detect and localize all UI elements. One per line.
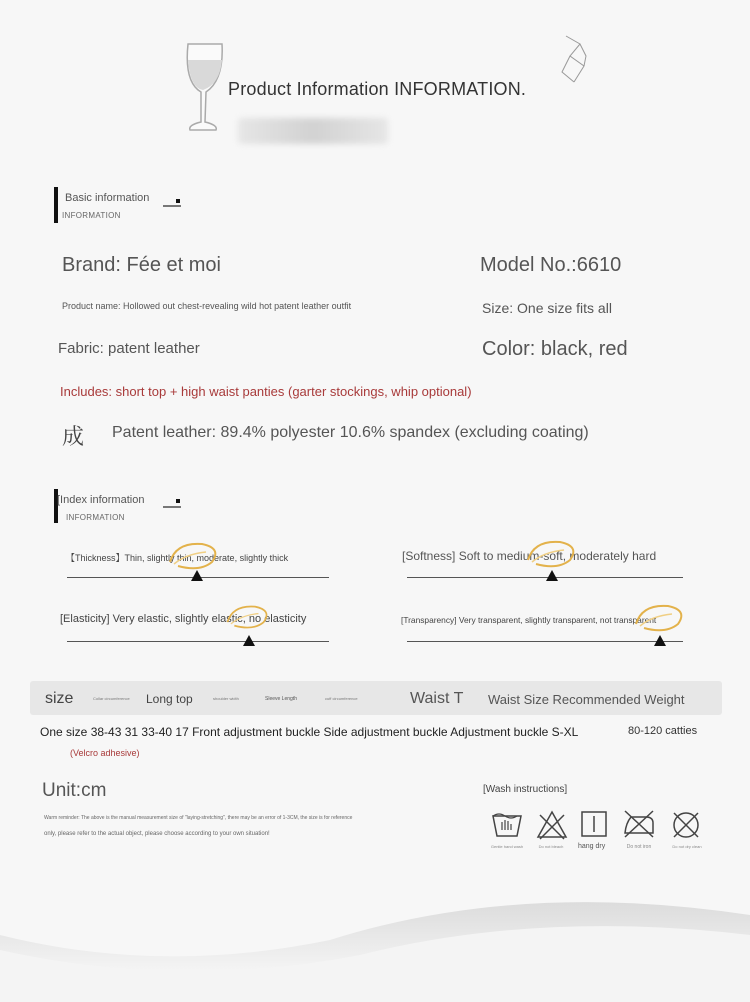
size-table-row: One size 38-43 31 33-40 17 Front adjustment buckle Side adjustment buckle Adjustment buckle S-XL — [40, 725, 579, 739]
wash-label: hang dry — [578, 843, 606, 850]
wine-glass-icon — [178, 40, 230, 134]
transparency-scale — [407, 641, 683, 642]
wash-title: [Wash instructions] — [483, 784, 568, 795]
long-top-col-header: Long top — [146, 692, 193, 706]
fabric: Fabric: patent leather — [58, 340, 200, 357]
thickness-label: 【Thickness】Thin, slightly thin, moderate, slightly thick — [66, 553, 289, 563]
thickness-marker — [191, 570, 203, 581]
reminder-line-1: Warm reminder: The above is the manual measurement size of "laying-stretching", there may be an error of 1-3CM, the size is for reference — [44, 815, 353, 821]
softness-marker — [546, 570, 558, 581]
unit-label: Unit:cm — [42, 780, 107, 801]
recommended-weight: 80-120 catties — [628, 725, 698, 737]
section-dot — [176, 499, 180, 503]
swirl-decoration — [224, 598, 274, 636]
swirl-decoration — [524, 534, 582, 574]
cuff-col-header: cuff circumference — [325, 696, 358, 701]
model-number: Model No.:6610 — [480, 254, 622, 276]
section-dot — [176, 199, 180, 203]
reminder-line-2: only, please refer to the actual object, please choose according to your own situation! — [44, 831, 270, 837]
hand-wash-icon — [490, 808, 524, 840]
section-marker — [54, 187, 58, 223]
wash-label: Do not iron — [626, 844, 652, 850]
softness-scale — [407, 577, 683, 578]
includes: Includes: short top + high waist panties (garter stockings, whip optional) — [60, 384, 472, 399]
shoulder-col-header: shoulder width — [213, 696, 239, 701]
softness-label: [Softness] Soft to medium-soft, moderately hard — [402, 549, 657, 563]
swirl-decoration — [632, 598, 690, 638]
waist-col-header: Waist T — [410, 690, 464, 707]
section-dash — [163, 205, 181, 207]
wash-label: Do not bleach — [538, 844, 564, 849]
blurred-logo-text — [238, 118, 388, 144]
basic-section-title: Basic information — [65, 192, 150, 204]
elasticity-scale — [67, 641, 329, 642]
transparency-marker — [654, 635, 666, 646]
composition: Patent leather: 89.4% polyester 10.6% spandex (excluding coating) — [112, 424, 589, 441]
index-section-subtitle: INFORMATION — [66, 513, 125, 522]
velcro-note: (Velcro adhesive) — [70, 748, 140, 758]
wash-label: Gentle hand wash — [490, 844, 524, 849]
recommended-col-header: Waist Size Recommended Weight — [488, 692, 685, 707]
geometric-figure-icon — [556, 32, 590, 88]
hang-dry-icon — [580, 810, 608, 838]
collar-col-header: Collar circumference — [93, 696, 130, 701]
size-info: Size: One size fits all — [482, 300, 612, 316]
bottom-wave — [0, 880, 750, 1002]
color: Color: black, red — [482, 338, 628, 360]
sleeve-col-header: Sleeve Length — [265, 696, 297, 702]
no-bleach-icon — [536, 809, 568, 841]
no-iron-icon — [622, 809, 656, 839]
index-section-title: [Index information — [57, 494, 145, 506]
transparency-label: [Transparency] Very transparent, slightly transparent, not transparent — [401, 615, 657, 625]
size-col-header: size — [45, 690, 74, 707]
no-dry-clean-icon — [670, 809, 702, 841]
elasticity-marker — [243, 635, 255, 646]
elasticity-label: [Elasticity] Very elastic, slightly elastic, no elasticity — [60, 613, 307, 625]
brand: Brand: Fée et moi — [62, 254, 221, 276]
page-title: Product Information INFORMATION. — [228, 79, 527, 99]
product-name: Product name: Hollowed out chest-revealing wild hot patent leather outfit — [62, 301, 352, 311]
wash-label: Do not dry clean — [672, 844, 702, 849]
basic-section-subtitle: INFORMATION — [62, 211, 121, 220]
section-dash — [163, 506, 181, 508]
composition-char: 成 — [62, 425, 85, 450]
